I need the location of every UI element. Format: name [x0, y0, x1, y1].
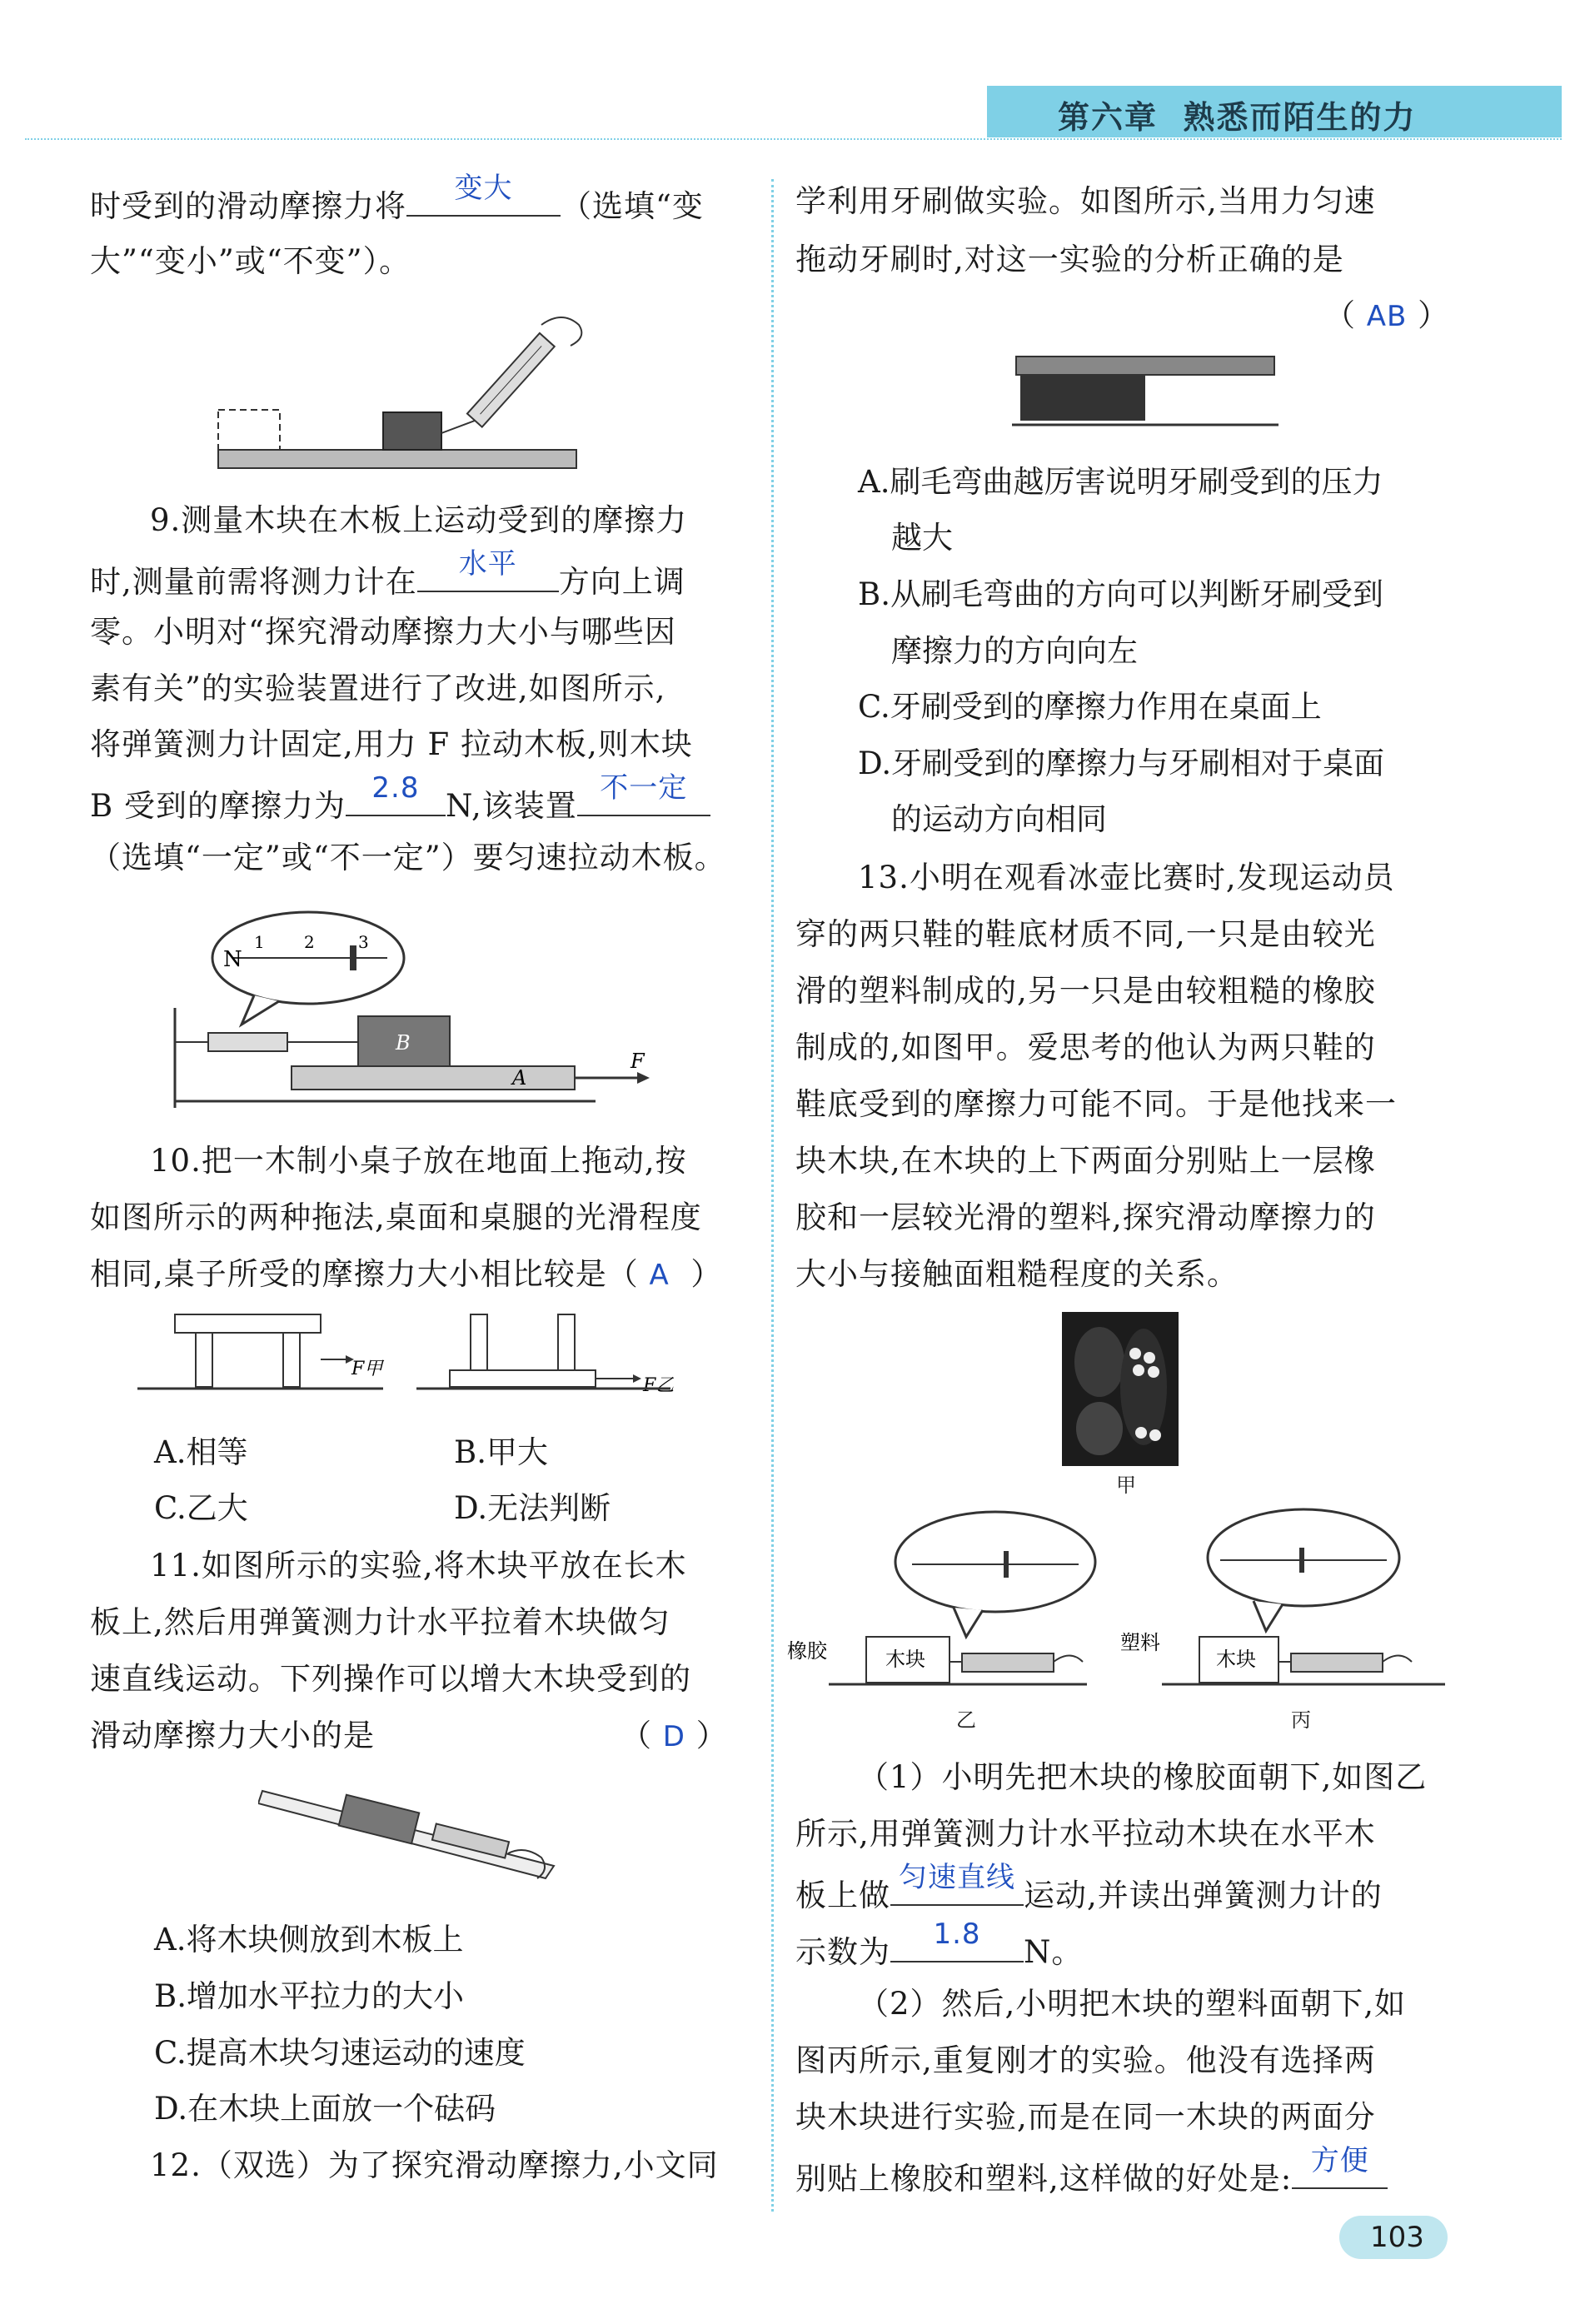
- q11-answer-paren: （ D ）: [621, 1718, 728, 1753]
- q10-option-c: C.乙大: [154, 1490, 248, 1526]
- q9-answer3-blank: [577, 771, 710, 816]
- chapter-number: 第六章: [1058, 99, 1159, 136]
- q13-line8: 大小与接触面粗糙程度的关系。: [795, 1256, 1239, 1292]
- q8-line2: 大”“变小”或“不变”）。: [90, 243, 411, 279]
- q12-line3: 拖动牙刷时,对这一实验的分析正确的是: [795, 242, 1344, 277]
- q13-block-label-yi: 木块: [885, 1648, 925, 1671]
- q8-answer: 变大: [454, 172, 513, 205]
- q10-option-b: B.甲大: [454, 1434, 548, 1470]
- q9-tick1: 1: [254, 932, 265, 952]
- q13-p1-line3: 板上做 匀速直线 运动,并读出弹簧测力计的: [795, 1871, 1383, 1916]
- q10-figure: [133, 1308, 700, 1408]
- q9-line5: 将弹簧测力计固定,用力 F 拉动木板,则木块: [90, 726, 693, 762]
- q12-option-a-cont: 越大: [891, 520, 953, 556]
- q10-answer: A: [649, 1259, 670, 1292]
- q11-line2: 板上,然后用弹簧测力计水平拉着木块做匀: [90, 1604, 670, 1640]
- q13-line3: 滑的塑料制成的,另一只是由较粗糙的橡胶: [795, 973, 1376, 1009]
- q9-line6: B 受到的摩擦力为 2.8 N,该装置 不一定: [90, 781, 710, 826]
- q12-option-d-cont: 的运动方向相同: [891, 801, 1107, 837]
- chapter-title: [1058, 92, 1417, 137]
- q11-option-c: C.提高木块匀速运动的速度: [154, 2035, 526, 2071]
- q9-tick2: 2: [304, 932, 315, 952]
- q12-option-d: D.牙刷受到的摩擦力与牙刷相对于桌面: [858, 746, 1385, 781]
- header-divider: [25, 138, 1562, 140]
- q13-answer1: 匀速直线: [899, 1861, 1015, 1894]
- chapter-name: 熟悉而陌生的力: [1183, 99, 1417, 136]
- q13-line4: 制成的,如图甲。爱思考的他认为两只鞋的: [795, 1030, 1376, 1065]
- q9-answer1: 水平: [458, 547, 517, 581]
- q10-line1: 10.把一木制小桌子放在地面上拖动,按: [150, 1143, 687, 1179]
- q11-figure: [258, 1774, 566, 1908]
- q13-answer3-blank: [1292, 2144, 1388, 2189]
- q9-force-f-label: F: [631, 1050, 645, 1073]
- q9-line7: （选填“一定”或“不一定”）要匀速拉动木板。: [90, 840, 726, 875]
- q12-figure: [1012, 350, 1278, 441]
- q13-p2-line2: 图丙所示,重复刚才的实验。他没有选择两: [795, 2042, 1376, 2078]
- q13-caption-yi: 乙: [956, 1708, 976, 1732]
- q13-p2-line1: （2）然后,小明把木块的塑料面朝下,如: [858, 1986, 1407, 2022]
- q10-option-d: D.无法判断: [454, 1490, 611, 1526]
- q12-answer: AB: [1366, 300, 1408, 333]
- q13-p1-line1: （1）小明先把木块的橡胶面朝下,如图乙: [858, 1759, 1428, 1795]
- q11-option-b: B.增加水平拉力的大小: [154, 1978, 464, 2014]
- q9-answer1-blank: [417, 547, 559, 592]
- q9-line4: 素有关”的实验装置进行了改进,如图所示,: [90, 671, 666, 706]
- q11-line1: 11.如图所示的实验,将木块平放在长木: [150, 1548, 687, 1583]
- q13-line1: 13.小明在观看冰壶比赛时,发现运动员: [858, 860, 1395, 895]
- q11-answer: D: [662, 1720, 685, 1753]
- q9-board-a-label: A: [512, 1066, 527, 1090]
- q9-line2: 时,测量前需将测力计在 水平 方向上调: [90, 557, 685, 602]
- q13-answer2-blank: [890, 1918, 1024, 1962]
- q11-option-d: D.在木块上面放一个砝码: [154, 2091, 496, 2127]
- q8-figure: [208, 308, 600, 475]
- q10-line2: 如图所示的两种拖法,桌面和桌腿的光滑程度: [90, 1199, 702, 1235]
- q13-plastic-label: 塑料: [1120, 1631, 1160, 1654]
- q12-answer-paren: （ AB ）: [1324, 297, 1450, 333]
- q13-line2: 穿的两只鞋的鞋底材质不同,一只是由较光: [795, 916, 1376, 952]
- q13-answer2: 1.8: [933, 1918, 981, 1951]
- q8-answer-blank: [406, 172, 561, 217]
- q13-caption-jia: 甲: [1116, 1474, 1136, 1497]
- q13-figure-yi-bing: [787, 1499, 1453, 1708]
- q10-f-yi: F乙: [643, 1375, 675, 1396]
- q9-block-b-label: B: [396, 1031, 411, 1055]
- q13-line5: 鞋底受到的摩擦力可能不同。于是他找来一: [795, 1086, 1397, 1122]
- q9-tick3: 3: [358, 932, 369, 952]
- q9-answer2: 2.8: [371, 771, 420, 805]
- q9-figure: [162, 908, 662, 1125]
- q11-line4: 滑动摩擦力大小的是: [90, 1718, 375, 1753]
- q10-line3: 相同,桌子所受的摩擦力大小相比较是（ A ）: [90, 1256, 723, 1292]
- q9-line3: 零。小明对“探究滑动摩擦力大小与哪些因: [90, 614, 676, 650]
- q8-line1: 时受到的滑动摩擦力将 变大 （选填“变: [90, 182, 704, 227]
- q9-answer3: 不一定: [600, 771, 688, 805]
- q10-option-a: A.相等: [154, 1434, 248, 1470]
- q9-line1: 9.测量木块在木板上运动受到的摩擦力: [150, 502, 688, 538]
- q12-option-a: A.刷毛弯曲越厉害说明牙刷受到的压力: [858, 464, 1383, 500]
- q9-n-label: N: [223, 947, 242, 972]
- q13-block-label-bing: 木块: [1216, 1648, 1256, 1671]
- q13-caption-bing: 丙: [1291, 1708, 1311, 1732]
- q12-option-b-cont: 摩擦力的方向向左: [891, 633, 1138, 669]
- q13-answer1-blank: [890, 1861, 1024, 1906]
- q13-p1-line4: 示数为 1.8 N。: [795, 1928, 1083, 1972]
- q13-answer3: 方便: [1310, 2144, 1369, 2177]
- q11-line3: 速直线运动。下列操作可以增大木块受到的: [90, 1661, 691, 1697]
- q10-f-jia: F甲: [351, 1359, 383, 1379]
- q13-shoe-photo: [1062, 1312, 1179, 1466]
- q12-option-b: B.从刷毛弯曲的方向可以判断牙刷受到: [858, 576, 1383, 612]
- q13-p1-line2: 所示,用弹簧测力计水平拉动木块在水平木: [795, 1816, 1376, 1852]
- q12-option-c: C.牙刷受到的摩擦力作用在桌面上: [858, 689, 1322, 725]
- q12-line2: 学利用牙刷做实验。如图所示,当用力匀速: [795, 183, 1376, 219]
- q13-p2-line4: 别贴上橡胶和塑料,这样做的好处是: 方便: [795, 2154, 1388, 2199]
- q13-p2-line3: 块木块进行实验,而是在同一木块的两面分: [795, 2099, 1376, 2135]
- q13-line7: 胶和一层较光滑的塑料,探究滑动摩擦力的: [795, 1199, 1376, 1235]
- column-divider: [771, 179, 774, 2212]
- q9-answer2-blank: [346, 771, 446, 816]
- q13-rubber-label: 橡胶: [787, 1639, 827, 1663]
- page-number: 103: [1370, 2221, 1424, 2254]
- q11-option-a: A.将木块侧放到木板上: [154, 1922, 464, 1957]
- q12-line1: 12.（双选）为了探究滑动摩擦力,小文同: [150, 2147, 719, 2183]
- q13-line6: 块木块,在木块的上下两面分别贴上一层橡: [795, 1143, 1376, 1179]
